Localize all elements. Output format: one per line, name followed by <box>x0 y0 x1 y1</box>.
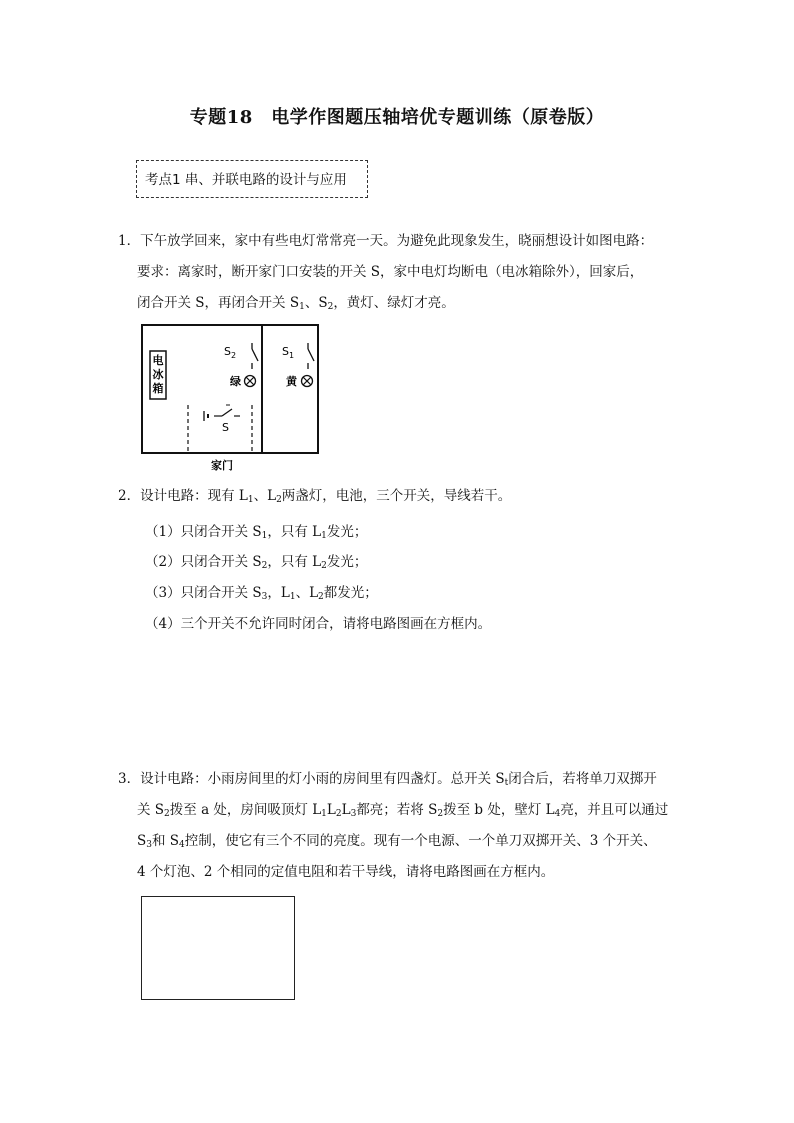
question-number: 2． <box>118 488 141 504</box>
fridge-label-3: 箱 <box>152 382 164 395</box>
yellow-lamp-label: 黄 <box>286 375 297 388</box>
switch-s2 <box>252 349 258 361</box>
q3-text: 设计电路：小雨房间里的灯小雨的房间里有四盏灯。总开关 S <box>140 771 505 787</box>
door-label: 家门 <box>211 459 233 472</box>
subscript: 1 <box>247 495 254 505</box>
q3-text: 4 个灯泡、2 个相同的定值电阻和若干导线，请将电路图画在方框内。 <box>137 864 555 880</box>
q3-text: 闭合后，若将单刀双掷开 <box>508 771 657 787</box>
question-number: 1． <box>118 233 141 249</box>
question-3: 3．设计电路：小雨房间里的灯小雨的房间里有四盏灯。总开关 $S_t$闭合后，若将单刀双掷开 关 $S_2$拨至 a 处，房间吸顶灯 $L_1L_2L_3$都亮；若将 $S_2$拨至 b 处，壁灯 $L_4$亮，并且可以通过 $S_3$和 $S_4$控制，使它有三个不同的亮度。现有一个电源、一个单刀双掷开关、3 个开关、 4 个灯泡、2 个相同的定值电阻和若干导线，请将电路图画在方框内。 <box>118 771 669 880</box>
q2-text: 两盏灯，电池，三个开关，导线若干。 <box>281 488 512 504</box>
q1-line3-text: 闭合开关 S，再闭合开关 S <box>137 295 300 311</box>
q1-line3-text: 、S <box>304 295 328 311</box>
q2-item-2: （2）只闭合开关 $S_2$，只有 $L_2$发光； <box>145 554 368 571</box>
answer-box[interactable] <box>141 896 295 1000</box>
subscript: 1 <box>299 302 305 312</box>
section-label: 考点1 串、并联电路的设计与应用 <box>136 160 368 198</box>
q1-line3-text: ，黄灯、绿灯才亮。 <box>333 295 455 311</box>
q2-item-4: （4）三个开关不允许同时闭合，请将电路图画在方框内。 <box>145 616 492 632</box>
q2-item-3: （3）只闭合开关 $S_3$，$L_1$、$L_2$都发光； <box>145 585 378 602</box>
switch-s2-label: $S_2$ <box>224 345 237 360</box>
q2-text: 、L <box>253 488 277 504</box>
fridge-label-2: 冰 <box>152 368 164 381</box>
subscript: 2 <box>327 302 334 312</box>
question-1 <box>118 226 678 319</box>
fridge-label-1: 电 <box>152 354 164 367</box>
switch-s1 <box>308 349 314 361</box>
q1-line1: 下午放学回来，家中有些电灯常常亮一天。为避免此现象发生，晓丽想设计如图电路： <box>140 233 654 249</box>
subscript: 2 <box>276 495 282 505</box>
home-circuit-figure <box>140 323 324 473</box>
q2-text: 设计电路：现有 L <box>140 488 248 504</box>
subscript: t <box>504 778 509 788</box>
page-title: 专题18 电学作图题压轴培优专题训练（原卷版） <box>189 107 605 128</box>
q2-item-1: （1）只闭合开关 $S_1$，只有 $L_1$发光； <box>145 524 368 541</box>
door-switch-label: S <box>222 421 229 434</box>
door-switch-s <box>222 409 232 416</box>
q1-line2: 要求：离家时，断开家门口安装的开关 S，家中电灯均断电（电冰箱除外），回家后， <box>137 264 644 280</box>
question-2 <box>118 481 678 512</box>
question-number: 3． <box>118 771 141 787</box>
green-lamp-label: 绿 <box>230 375 241 388</box>
switch-s1-label: $S_1$ <box>282 345 295 360</box>
